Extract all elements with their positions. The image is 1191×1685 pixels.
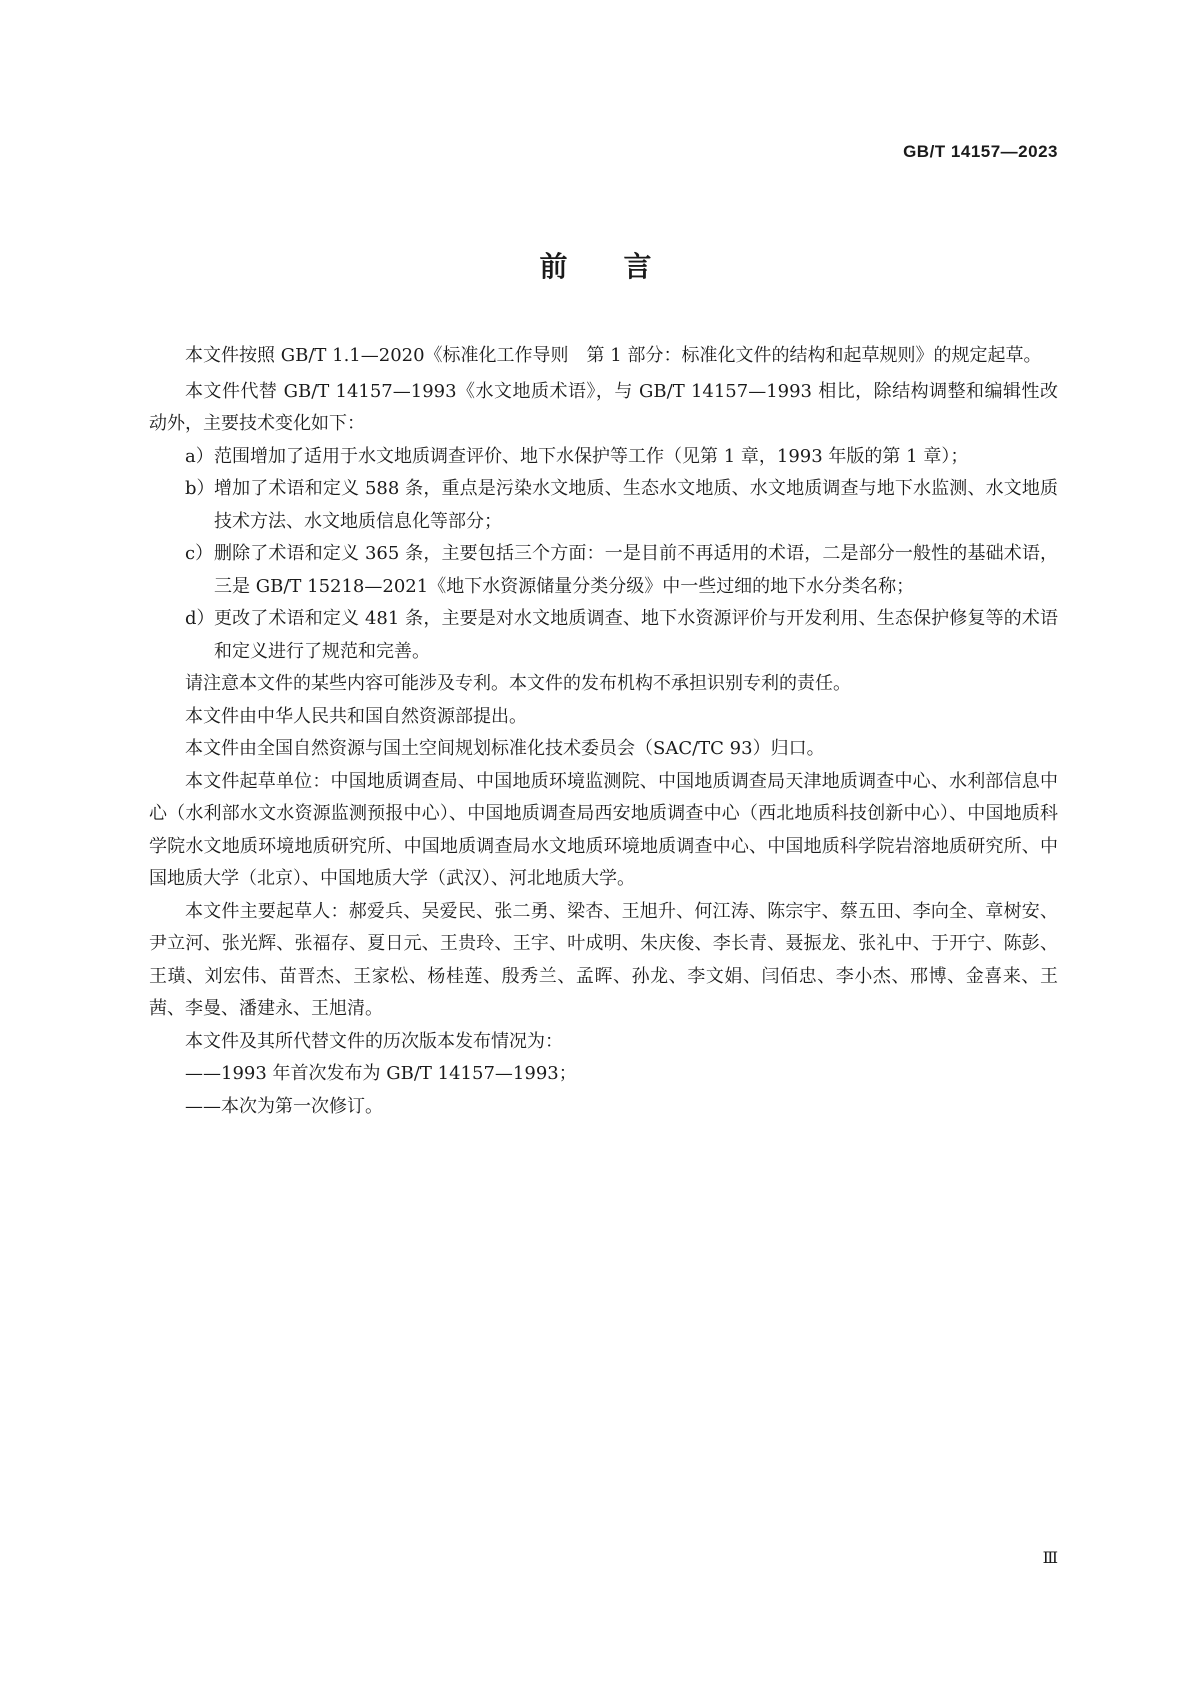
list-item-text: 更改了术语和定义 481 条，主要是对水文地质调查、地下水资源评价与开发利用、生态保护修复等的术语和定义进行了规范和完善。 bbox=[214, 608, 1058, 662]
page-number: Ⅲ bbox=[1042, 1548, 1058, 1567]
foreword-body bbox=[149, 340, 1058, 1123]
paragraph-replacement: 本文件代替 GB/T 14157—1993《水文地质术语》，与 GB/T 14157—1993 相比，除结构调整和编辑性改动外，主要技术变化如下： bbox=[149, 380, 1058, 434]
list-marker: a） bbox=[185, 445, 214, 467]
list-item-text: 删除了术语和定义 365 条，主要包括三个方面：一是目前不再适用的术语，二是部分一般性的基础术语，三是 GB/T 15218—2021《地下水资源储量分类分级》中一些过细的地下水分类名称； bbox=[214, 543, 1058, 597]
standard-code: GB/T 14157—2023 bbox=[903, 142, 1058, 161]
list-marker: d） bbox=[185, 608, 215, 629]
page-title: 前言 bbox=[539, 250, 708, 283]
list-marker: c） bbox=[185, 543, 214, 564]
list-item bbox=[149, 603, 1058, 668]
paragraph-drafting-basis: 本文件按照 GB/T 1.1—2020《标准化工作导则 第 1 部分：标准化文件的结构和起草规则》的规定起草。 bbox=[185, 345, 1042, 366]
paragraph-history-intro: 本文件及其所代替文件的历次版本发布情况为： bbox=[185, 1030, 563, 1052]
list-item-text: 增加了术语和定义 588 条，重点是污染水文地质、生态水文地质、水文地质调查与地下水监测、水文地质技术方法、水文地质信息化等部分； bbox=[214, 478, 1058, 532]
list-item bbox=[149, 473, 1058, 538]
paragraph-drafting-units: 本文件起草单位：中国地质调查局、中国地质环境监测院、中国地质调查局天津地质调查中心、水利部信息中心（水利部水文水资源监测预报中心）、中国地质调查局西安地质调查中心（西北地质科技创新中心）、中国地质科学院水文地质环境地质研究所、中国地质调查局水文地质环境地质调查中心、中国地质科学院岩溶地质研究所、中国地质大学（北京）、中国地质大学（武汉）、河北地质大学。 bbox=[149, 770, 1058, 889]
paragraph-centralizer: 本文件由全国自然资源与国土空间规划标准化技术委员会（SAC/TC 93）归口。 bbox=[185, 738, 825, 759]
paragraph-patent-notice: 请注意本文件的某些内容可能涉及专利。本文件的发布机构不承担识别专利的责任。 bbox=[185, 673, 851, 694]
history-item: ——本次为第一次修订。 bbox=[185, 1095, 383, 1117]
list-item bbox=[149, 441, 1058, 474]
paragraph-proposer: 本文件由中华人民共和国自然资源部提出。 bbox=[185, 705, 527, 727]
list-item bbox=[149, 538, 1058, 603]
list-marker: b） bbox=[185, 478, 215, 499]
paragraph-drafters: 本文件主要起草人：郝爱兵、吴爱民、张二勇、梁杏、王旭升、何江涛、陈宗宇、蔡五田、李向全、章树安、尹立河、张光辉、张福存、夏日元、王贵玲、王宇、叶成明、朱庆俊、李长青、聂振龙、张礼中、于开宁、陈彭、王璜、刘宏伟、苗晋杰、王家松、杨桂莲、殷秀兰、孟晖、孙龙、李文娟、闫佰忠、李小杰、邢博、金喜来、王茜、李曼、潘建永、王旭清。 bbox=[149, 900, 1058, 1019]
history-item: ——1993 年首次发布为 GB/T 14157—1993； bbox=[185, 1063, 577, 1084]
list-item-text: 范围增加了适用于水文地质调查评价、地下水保护等工作（见第 1 章，1993 年版的第 1 章）； bbox=[214, 445, 969, 467]
